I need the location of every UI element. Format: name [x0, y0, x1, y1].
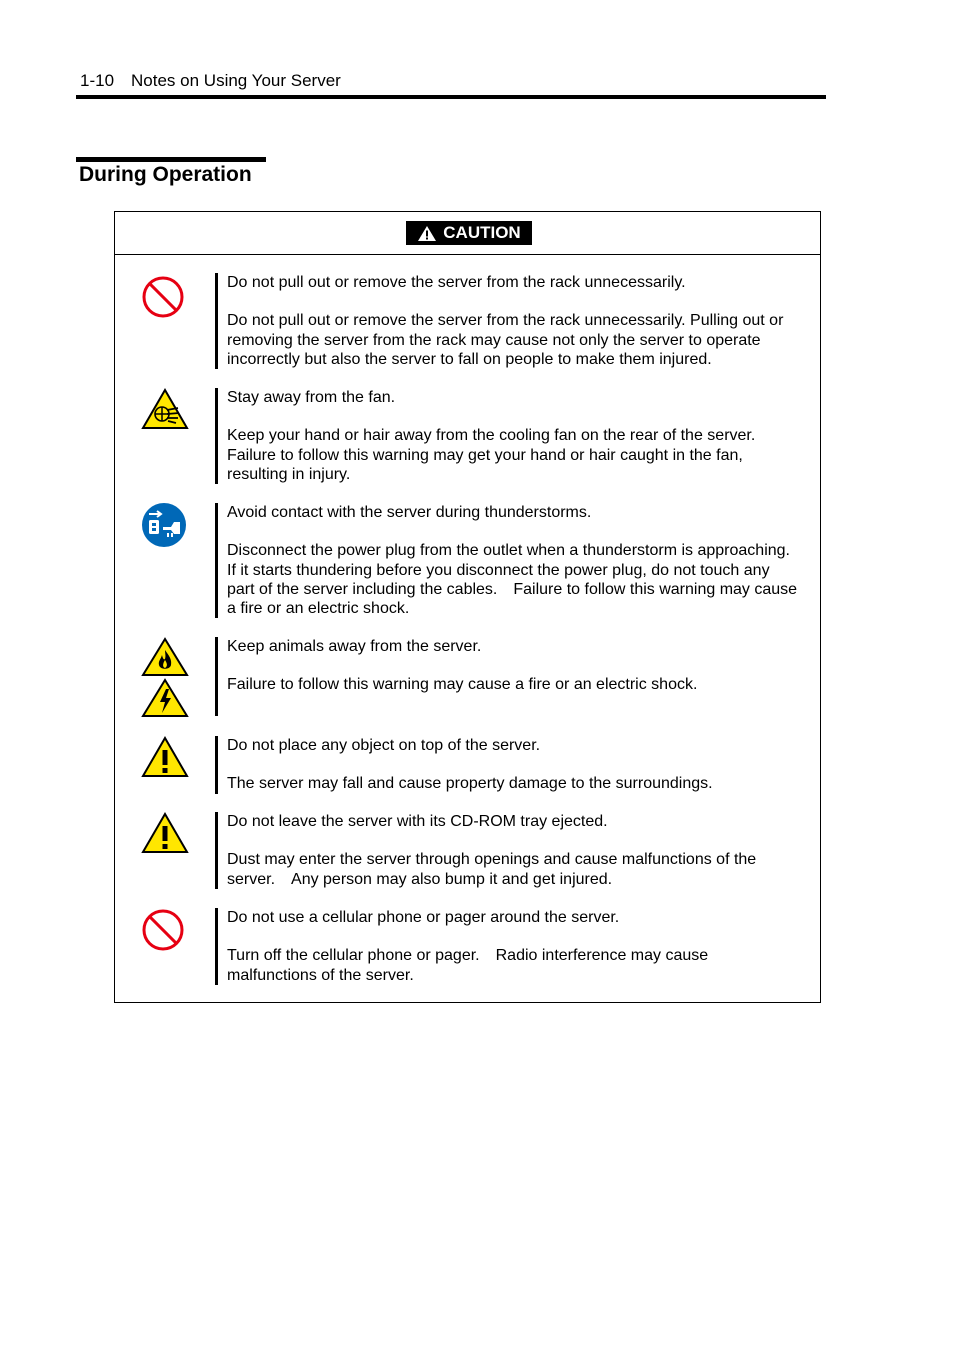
- page-header: 1-10 Notes on Using Your Server: [80, 71, 341, 90]
- prohibition-icon: [141, 275, 185, 319]
- general-caution-icon: [141, 812, 189, 854]
- item-body-line: Keep your hand or hair away from the cooling fan on the rear of the server.: [227, 427, 756, 445]
- unplug-power-icon: [141, 502, 187, 548]
- fire-warning-icon: [141, 637, 189, 677]
- item-body-line: Failure to follow this warning may get your hand or hair caught in the fan,: [227, 446, 743, 464]
- item-body-line: incorrectly but also the server to fall on people to make them injured.: [227, 350, 712, 368]
- item-body-line: resulting in injury.: [227, 465, 351, 483]
- caution-box: [114, 211, 821, 1003]
- warning-triangle-icon: [417, 225, 437, 242]
- fan-hand-caught-warning-icon: [141, 388, 189, 430]
- item-body-line: a fire or an electric shock.: [227, 600, 410, 618]
- caution-text: CAUTION: [443, 223, 521, 242]
- item-body-line: If it starts thundering before you disconnect the power plug, do not touch any: [227, 561, 770, 579]
- caution-header: [115, 212, 820, 255]
- electric-shock-warning-icon: [141, 678, 189, 718]
- item-heading: Keep animals away from the server.: [227, 638, 482, 655]
- section-title: During Operation: [79, 163, 252, 186]
- item-heading: Do not leave the server with its CD-ROM tray ejected.: [227, 813, 608, 830]
- item-body-line: Turn off the cellular phone or pager. Radio interference may cause: [227, 947, 709, 965]
- item-heading: Do not use a cellular phone or pager around the server.: [227, 909, 620, 926]
- item-body-line: Dust may enter the server through openings and cause malfunctions of the: [227, 851, 757, 869]
- item-body-line: malfunctions of the server.: [227, 966, 414, 984]
- caution-label: [406, 221, 532, 245]
- item-heading: Do not place any object on top of the server.: [227, 737, 541, 754]
- general-caution-icon: [141, 736, 189, 778]
- item-body-line: Failure to follow this warning may cause a fire or an electric shock.: [227, 676, 698, 694]
- item-body-line: The server may fall and cause property damage to the surroundings.: [227, 775, 713, 793]
- item-body-line: removing the server from the rack may cause not only the server to operate: [227, 331, 761, 349]
- item-body-line: part of the server including the cables. Failure to follow this warning may cause: [227, 580, 798, 598]
- item-body-line: Do not pull out or remove the server from the rack unnecessarily. Pulling out or: [227, 312, 784, 330]
- item-heading: Avoid contact with the server during thunderstorms.: [227, 504, 592, 521]
- item-body-line: server. Any person may also bump it and get injured.: [227, 870, 613, 888]
- item-heading: Do not pull out or remove the server from the rack unnecessarily.: [227, 274, 686, 291]
- prohibition-icon: [141, 908, 185, 952]
- item-heading: Stay away from the fan.: [227, 389, 396, 406]
- item-body-line: Disconnect the power plug from the outlet when a thunderstorm is approaching.: [227, 542, 790, 560]
- section-bar: [76, 157, 266, 162]
- header-rule: [76, 95, 826, 99]
